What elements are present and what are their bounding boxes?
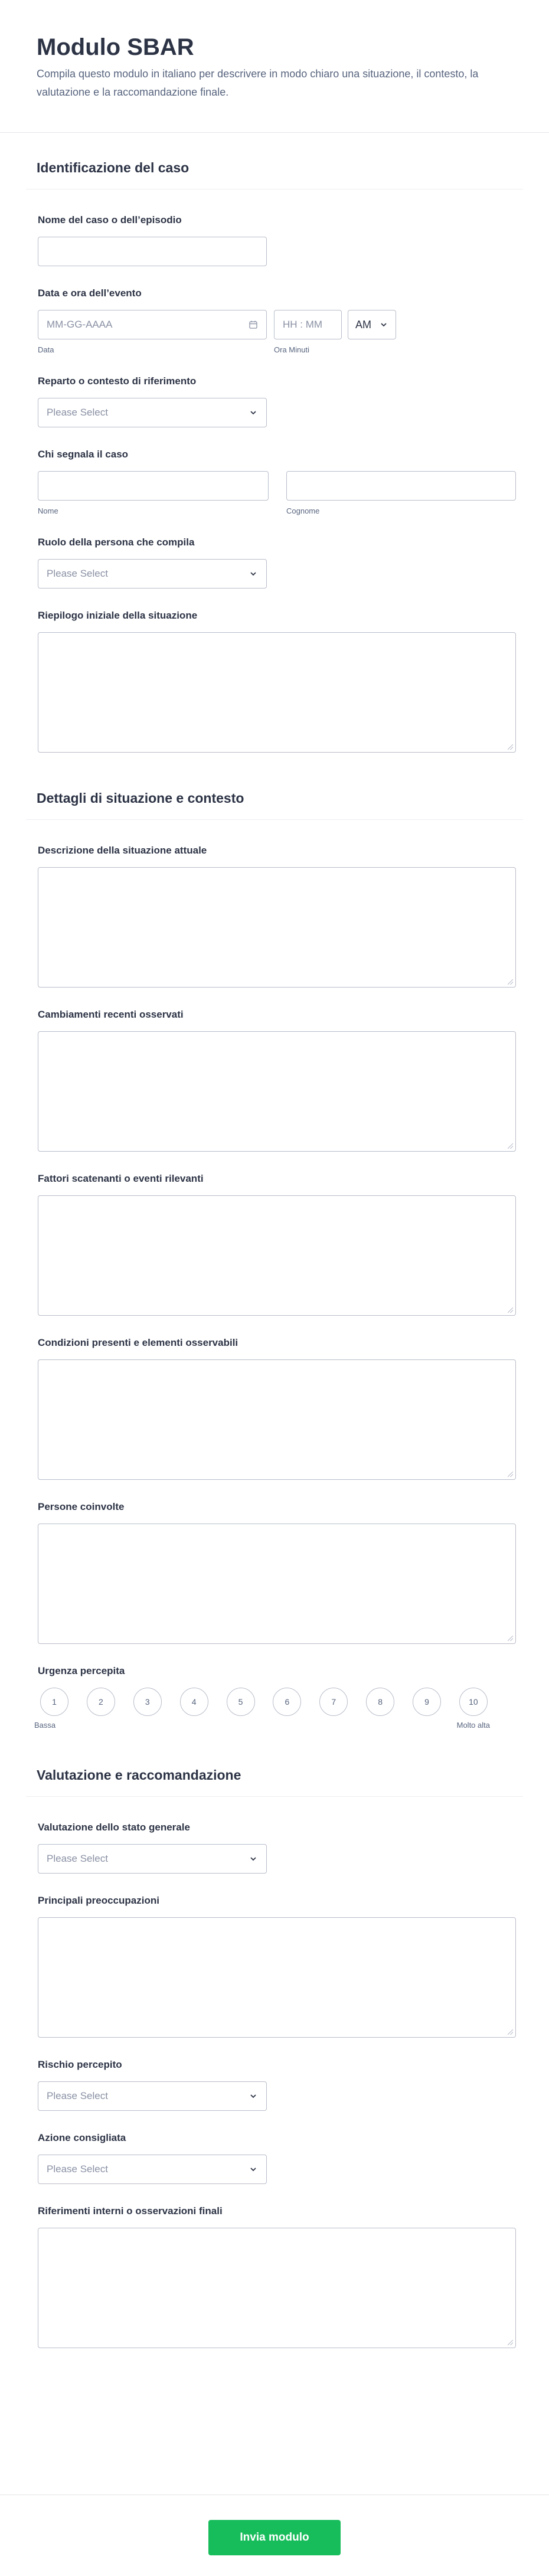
field-label: Condizioni presenti e elementi osservabili	[38, 1337, 238, 1348]
question-preoccupazioni	[26, 1884, 523, 2048]
field-label: Persone coinvolte	[38, 1501, 125, 1512]
riferimenti-textarea[interactable]	[38, 2228, 516, 2348]
cognome-input[interactable]	[286, 471, 516, 501]
submit-button[interactable]: Invia modulo	[208, 2520, 341, 2555]
question-azione	[26, 2121, 523, 2195]
ampm-select[interactable]	[348, 310, 396, 339]
scale-labels	[34, 1721, 490, 1730]
field-label: Principali preoccupazioni	[38, 1895, 159, 1906]
section-title: Dettagli di situazione e contesto	[37, 790, 244, 806]
nome-sublabel: Nome	[38, 506, 58, 515]
select-placeholder: Please Select	[47, 407, 108, 418]
question-reparto	[26, 365, 523, 438]
time-sublabel: Ora Minuti	[274, 345, 309, 354]
time-input[interactable]	[274, 310, 342, 339]
form-subtitle: Compila questo modulo in italiano per descrivere in modo chiaro una situazione, il contesto, la valutazione e la raccomandazione finale.	[37, 68, 479, 98]
select-placeholder: Please Select	[47, 568, 108, 579]
chevron-down-icon	[249, 569, 258, 578]
question-cambiamenti	[26, 998, 523, 1162]
resize-handle[interactable]	[508, 1636, 513, 1641]
reparto-select[interactable]	[38, 398, 267, 427]
chevron-down-icon	[249, 408, 258, 417]
resize-handle[interactable]	[508, 2340, 513, 2345]
date-input[interactable]	[38, 310, 267, 339]
resize-handle[interactable]	[508, 744, 513, 750]
azione-select[interactable]	[38, 2155, 267, 2184]
valutazione-select[interactable]	[38, 1844, 267, 1874]
cambiamenti-textarea[interactable]	[38, 1031, 516, 1152]
question-condizioni	[26, 1326, 523, 1490]
form-title: Modulo SBAR	[37, 34, 194, 60]
scale-option[interactable]: 5	[227, 1688, 255, 1716]
scale-option[interactable]: 7	[319, 1688, 348, 1716]
ampm-value: AM	[355, 318, 371, 331]
field-label: Riepilogo iniziale della situazione	[38, 610, 198, 621]
select-placeholder: Please Select	[47, 1853, 108, 1864]
field-label: Rischio percepito	[38, 2059, 122, 2070]
scale-option[interactable]: 6	[273, 1688, 301, 1716]
ruolo-select[interactable]	[38, 559, 267, 589]
question-fattori	[26, 1162, 523, 1326]
section-title: Valutazione e raccomandazione	[37, 1767, 241, 1783]
scale-high-label: Molto alta	[456, 1721, 490, 1730]
question-nome-caso	[26, 204, 523, 277]
scale-option[interactable]: 3	[133, 1688, 162, 1716]
question-riferimenti	[26, 2195, 523, 2359]
scale-low-label: Bassa	[34, 1721, 56, 1730]
question-data-ora	[26, 277, 523, 365]
scale-option[interactable]: 4	[180, 1688, 208, 1716]
nome-caso-input[interactable]	[38, 237, 267, 266]
nome-input[interactable]	[38, 471, 269, 501]
descrizione-textarea[interactable]	[38, 867, 516, 988]
scale-option[interactable]: 10	[459, 1688, 488, 1716]
preoccupazioni-textarea[interactable]	[38, 1917, 516, 2038]
field-label: Azione consigliata	[38, 2132, 126, 2143]
field-label: Riferimenti interni o osservazioni finali	[38, 2205, 223, 2217]
urgenza-scale	[32, 1688, 496, 1716]
scale-option[interactable]: 9	[413, 1688, 441, 1716]
cognome-sublabel: Cognome	[286, 506, 320, 515]
riepilogo-textarea[interactable]	[38, 632, 516, 753]
resize-handle[interactable]	[508, 2029, 513, 2035]
scale-option[interactable]: 2	[87, 1688, 115, 1716]
form-header	[0, 0, 549, 133]
field-label: Reparto o contesto di riferimento	[38, 375, 197, 387]
resize-handle[interactable]	[508, 1472, 513, 1477]
question-ruolo	[26, 526, 523, 599]
question-descrizione	[26, 834, 523, 998]
time-placeholder: HH : MM	[283, 319, 323, 330]
section-title: Identificazione del caso	[37, 160, 189, 175]
field-label: Data e ora dell’evento	[38, 287, 142, 299]
section-valutazione	[0, 1740, 549, 2359]
field-label: Ruolo della persona che compila	[38, 537, 195, 548]
chevron-down-icon	[249, 2091, 258, 2101]
field-label: Chi segnala il caso	[38, 449, 129, 460]
question-chi-segnala	[26, 438, 523, 526]
section-dettagli	[0, 763, 549, 1740]
section-header	[26, 1740, 523, 1797]
calendar-icon[interactable]	[249, 320, 258, 329]
field-label: Fattori scatenanti o eventi rilevanti	[38, 1173, 204, 1184]
date-placeholder: MM-GG-AAAA	[47, 319, 113, 330]
section-identificazione	[0, 133, 549, 763]
field-label: Nome del caso o dell’episodio	[38, 214, 182, 225]
chevron-down-icon	[379, 320, 388, 329]
condizioni-textarea[interactable]	[38, 1359, 516, 1480]
question-persone	[26, 1490, 523, 1655]
scale-option[interactable]: 1	[40, 1688, 68, 1716]
field-label: Descrizione della situazione attuale	[38, 845, 207, 856]
question-rischio	[26, 2048, 523, 2121]
field-label: Valutazione dello stato generale	[38, 1822, 190, 1833]
question-valutazione	[26, 1811, 523, 1884]
date-sublabel: Data	[38, 345, 54, 354]
persone-textarea[interactable]	[38, 1524, 516, 1644]
question-riepilogo	[26, 599, 523, 763]
fattori-textarea[interactable]	[38, 1195, 516, 1316]
rischio-select[interactable]	[38, 2081, 267, 2111]
chevron-down-icon	[249, 2165, 258, 2174]
resize-handle[interactable]	[508, 979, 513, 985]
field-label: Urgenza percepita	[38, 1665, 125, 1676]
select-placeholder: Please Select	[47, 2163, 108, 2175]
section-header	[26, 763, 523, 820]
question-urgenza	[26, 1655, 523, 1740]
section-header	[26, 133, 523, 189]
scale-option[interactable]: 8	[366, 1688, 394, 1716]
resize-handle[interactable]	[508, 1143, 513, 1149]
field-label: Cambiamenti recenti osservati	[38, 1009, 184, 1020]
resize-handle[interactable]	[508, 1307, 513, 1313]
chevron-down-icon	[249, 1854, 258, 1864]
form-footer	[0, 2495, 549, 2576]
select-placeholder: Please Select	[47, 2090, 108, 2101]
